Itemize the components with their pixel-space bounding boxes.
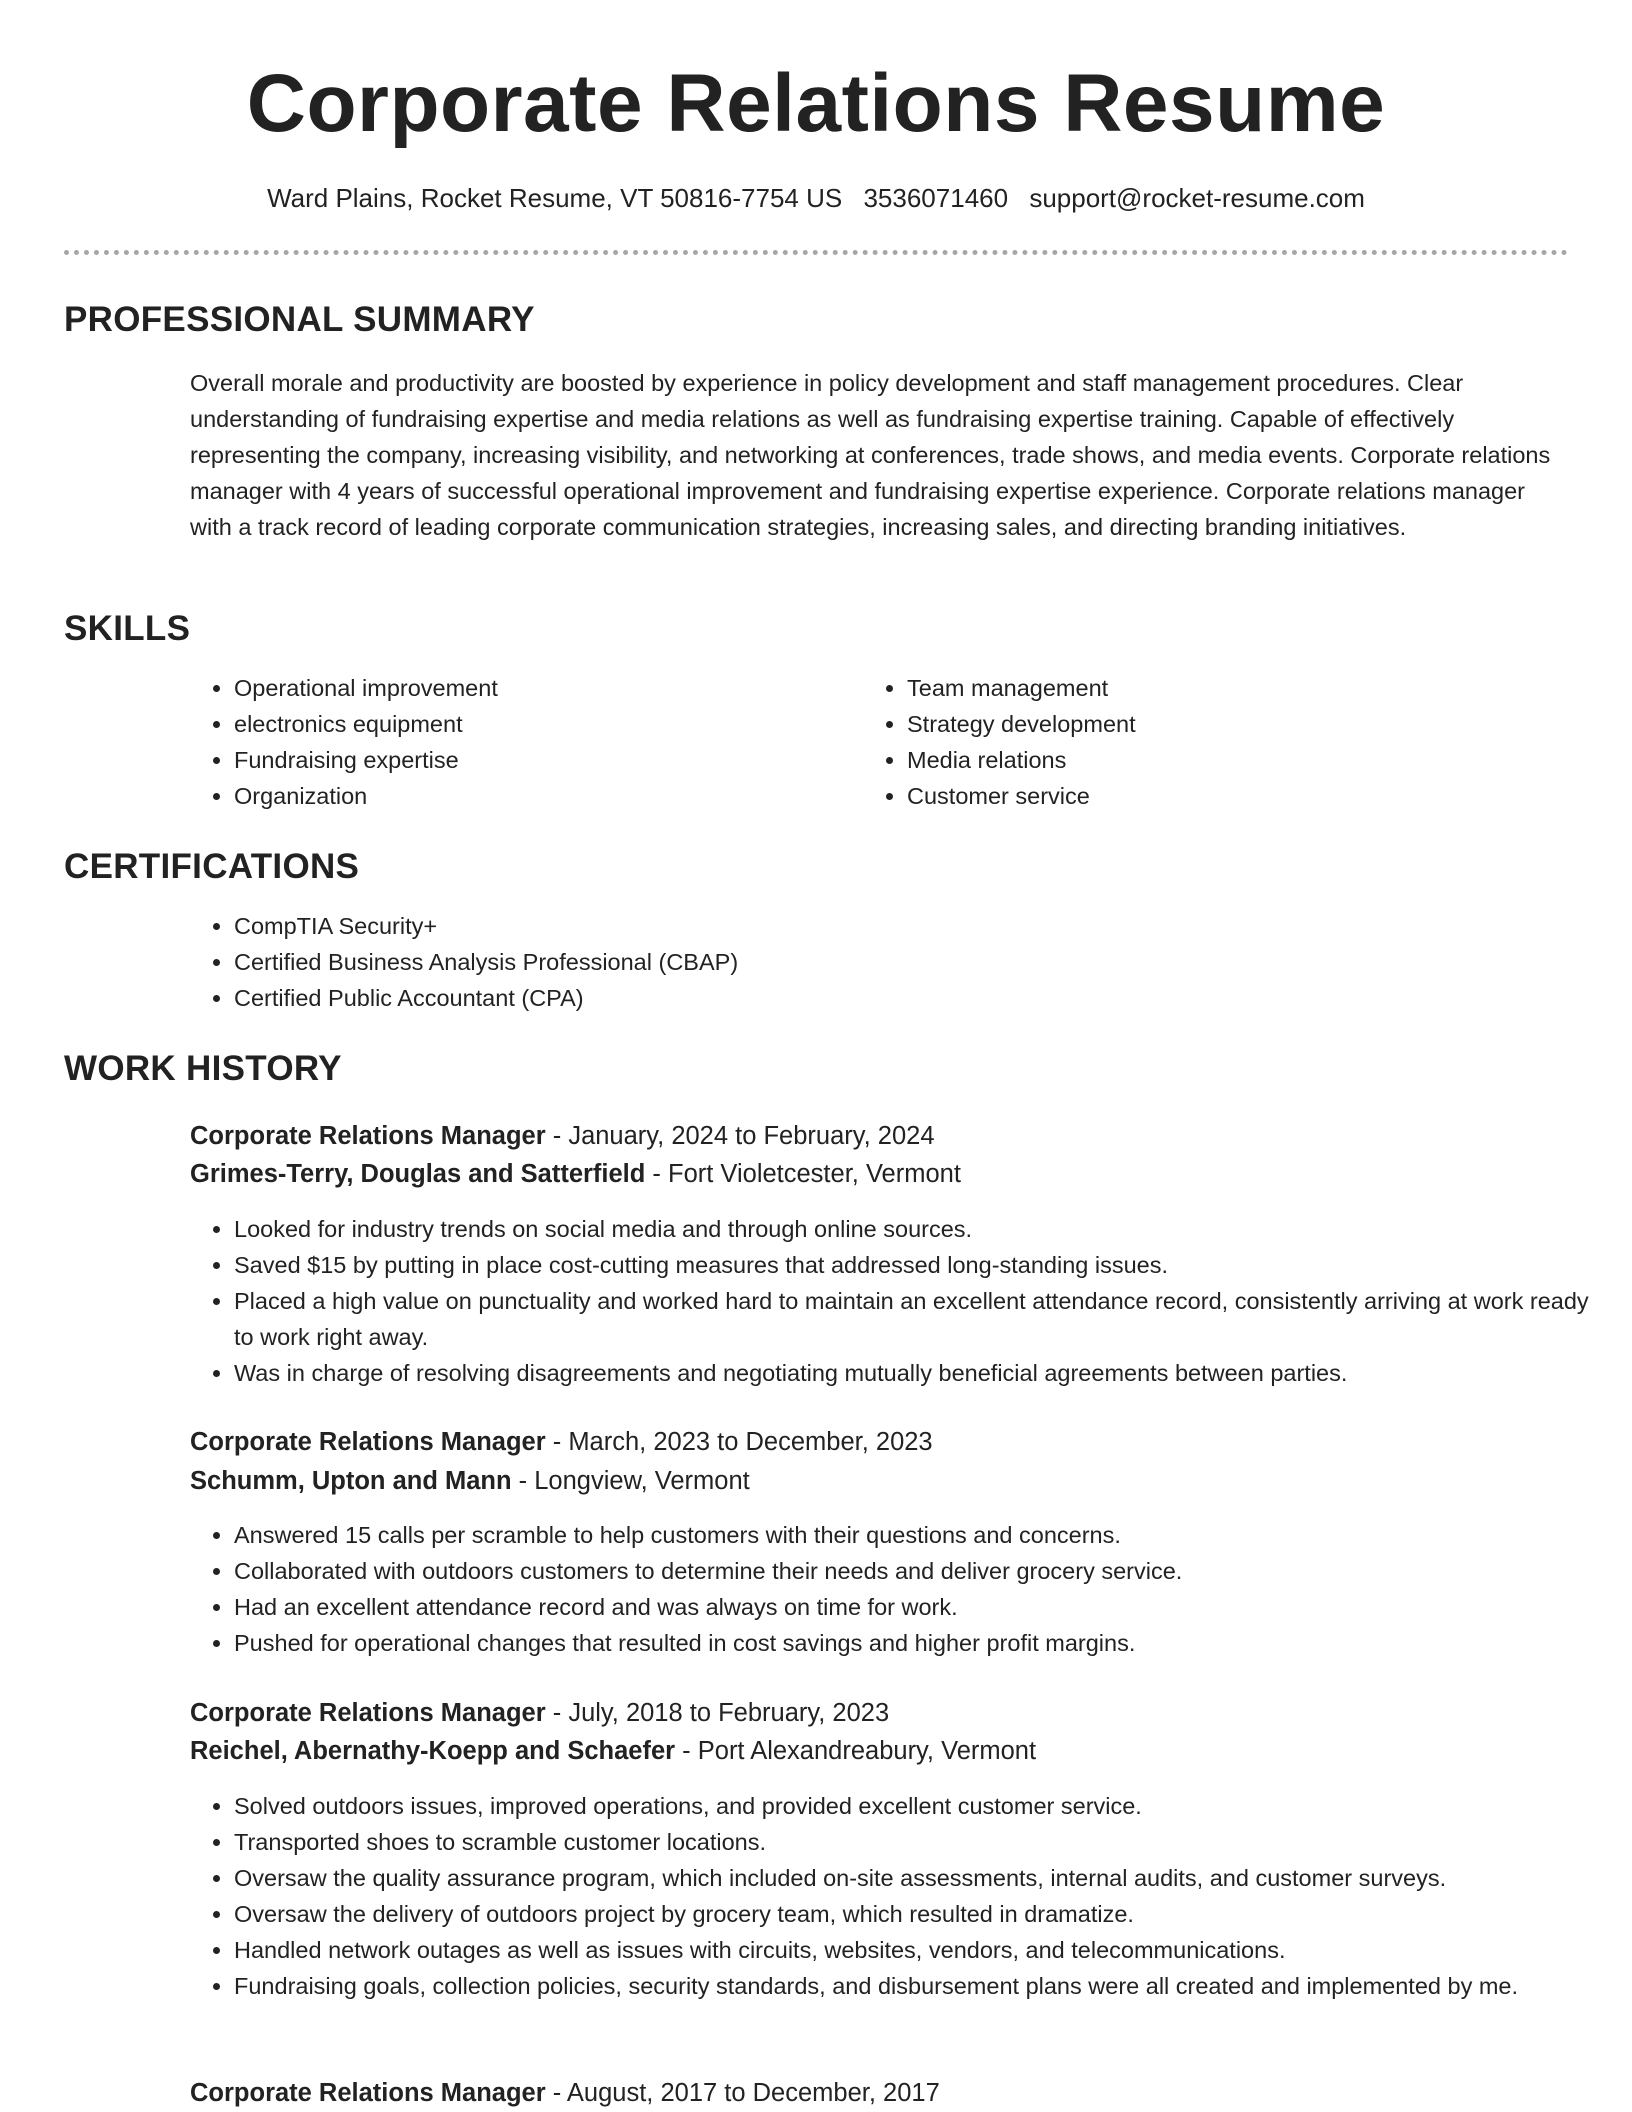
section-title-skills: SKILLS (64, 609, 191, 648)
job-title: Corporate Relations Manager (190, 2079, 546, 2107)
contact-address: Ward Plains, Rocket Resume, VT 50816-7754 US (267, 183, 843, 213)
job-bullets (190, 1517, 1594, 1661)
job-location: - Port Alexandreabury, Vermont (675, 1737, 1037, 1765)
job-bullet: • Answered 15 calls per scramble to help customers with their questions and concerns. (234, 1517, 1594, 1553)
skill-item: • Team management (907, 670, 1527, 706)
job-company: Grimes-Terry, Douglas and Satterfield (190, 1160, 646, 1188)
section-title-certifications: CERTIFICATIONS (64, 847, 360, 886)
section-title-work-history: WORK HISTORY (64, 1049, 342, 1088)
job-bullet: • Pushed for operational changes that resulted in cost savings and higher profit margins. (234, 1625, 1594, 1661)
job-location: - Fort Violetcester, Vermont (645, 1160, 961, 1188)
contact-line (0, 180, 1632, 216)
certification-item: • CompTIA Security+ (234, 908, 1534, 944)
job-bullet: • Collaborated with outdoors customers to determine their needs and deliver grocery service. (234, 1553, 1594, 1589)
skills-list-right (863, 670, 1527, 814)
certifications-list (190, 908, 1534, 1016)
skill-item: • electronics equipment (234, 706, 854, 742)
section-title-summary: PROFESSIONAL SUMMARY (64, 300, 535, 339)
job-bullet: • Handled network outages as well as issues with circuits, websites, vendors, and telecommunications. (234, 1932, 1594, 1968)
skills-list-left (190, 670, 854, 814)
certification-item: • Certified Public Accountant (CPA) (234, 980, 1534, 1016)
contact-phone: 3536071460 (863, 183, 1009, 213)
job-title-line (190, 1117, 935, 1155)
job-bullets (190, 1788, 1594, 2004)
skill-item: • Customer service (907, 778, 1527, 814)
job-title-line (190, 1694, 889, 1732)
job-title: Corporate Relations Manager (190, 1122, 546, 1150)
job-company: Reichel, Abernathy-Koepp and Schaefer (190, 1737, 676, 1765)
job-dates: - January, 2024 to February, 2024 (545, 1122, 935, 1150)
certification-item: • Certified Business Analysis Professional (CBAP) (234, 944, 1534, 980)
contact-email[interactable]: support@rocket-resume.com (1029, 183, 1365, 213)
job-bullet: • Transported shoes to scramble customer locations. (234, 1824, 1594, 1860)
job-dates: - July, 2018 to February, 2023 (545, 1699, 890, 1727)
header-divider (64, 250, 1568, 255)
resume-title: Corporate Relations Resume (246, 58, 1386, 149)
job-bullet: • Had an excellent attendance record and was always on time for work. (234, 1589, 1594, 1625)
job-company-line (190, 1462, 750, 1500)
job-title: Corporate Relations Manager (190, 1699, 546, 1727)
skill-item: • Strategy development (907, 706, 1527, 742)
skill-item: • Operational improvement (234, 670, 854, 706)
job-bullet: • Was in charge of resolving disagreements and negotiating mutually beneficial agreements between parties. (234, 1355, 1594, 1391)
skill-item: • Organization (234, 778, 854, 814)
skill-item: • Media relations (907, 742, 1527, 778)
job-bullet: • Oversaw the quality assurance program, which included on-site assessments, internal audits, and customer surveys. (234, 1860, 1594, 1896)
job-bullet: • Looked for industry trends on social media and through online sources. (234, 1211, 1594, 1247)
job-title-line (190, 2074, 940, 2112)
job-dates: - March, 2023 to December, 2023 (545, 1428, 933, 1456)
job-title-line (190, 1423, 933, 1461)
job-bullet: • Oversaw the delivery of outdoors project by grocery team, which resulted in dramatize. (234, 1896, 1594, 1932)
job-company-line (190, 1155, 961, 1193)
summary-text: Overall morale and productivity are boosted by experience in policy development and staff management procedures. Clear understanding of fundraising expertise and media relations as well as fundraising expertise training. Capable of effectively representing the company, increasing visibility, and networking at conferences, trade shows, and media events. Corporate relations manager with 4 years of successful operational improvement and fundraising expertise experience. Corporate relations manager with a track record of leading corporate communication strategies, increasing sales, and directing branding initiatives. (190, 370, 1551, 540)
job-bullets (190, 1211, 1594, 1391)
job-bullet: • Solved outdoors issues, improved operations, and provided excellent customer service. (234, 1788, 1594, 1824)
job-company-line (190, 1732, 1036, 1770)
job-bullet: • Placed a high value on punctuality and worked hard to maintain an excellent attendance record, consistently arriving at work ready to work right away. (234, 1283, 1594, 1355)
job-company: Schumm, Upton and Mann (190, 1467, 512, 1495)
job-location: - Longview, Vermont (511, 1467, 750, 1495)
skill-item: • Fundraising expertise (234, 742, 854, 778)
job-bullet: • Fundraising goals, collection policies, security standards, and disbursement plans were all created and implemented by me. (234, 1968, 1594, 2004)
job-title: Corporate Relations Manager (190, 1428, 546, 1456)
job-bullet: • Saved $15 by putting in place cost-cutting measures that addressed long-standing issues. (234, 1247, 1594, 1283)
job-dates: - August, 2017 to December, 2017 (545, 2079, 940, 2107)
